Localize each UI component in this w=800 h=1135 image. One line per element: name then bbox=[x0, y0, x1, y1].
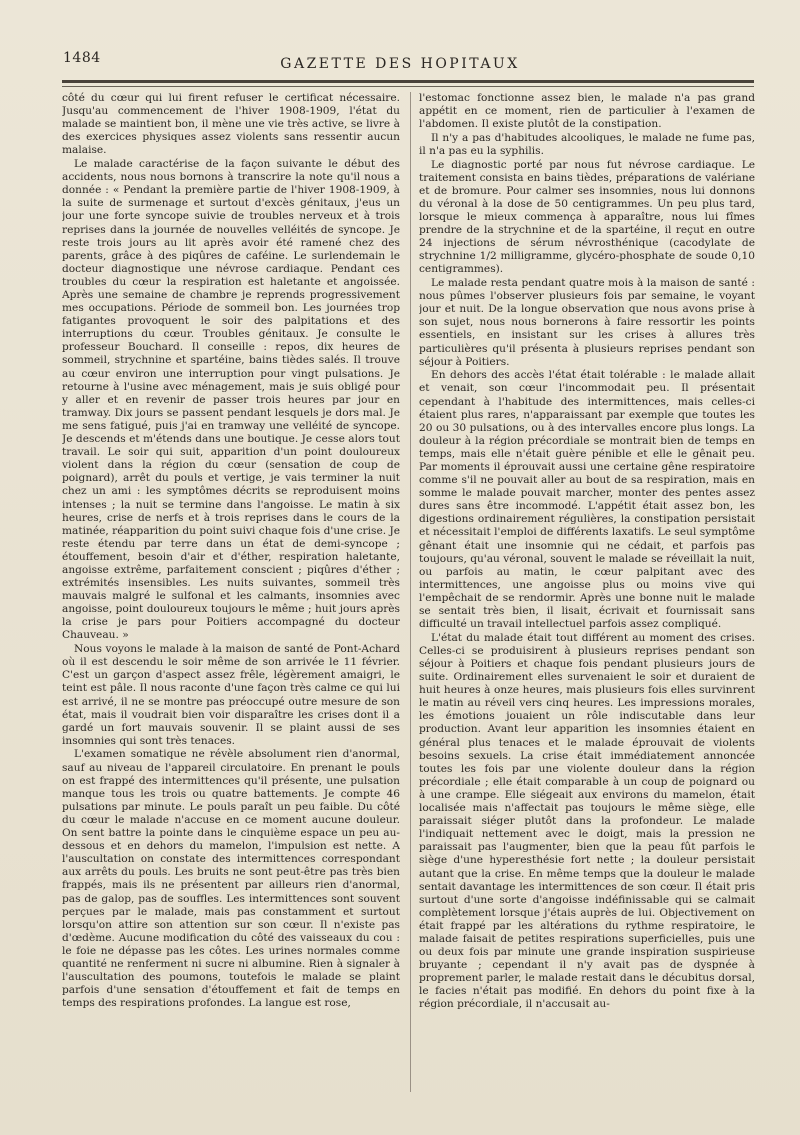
paragraph: Il n'y a pas d'habitudes alcooliques, le malade ne fume pas, il n'a pas eu la syphilis. bbox=[419, 131, 755, 157]
header-rule-thick bbox=[62, 80, 754, 83]
paragraph: En dehors des accès l'état était tolérable : le malade allait et venait, son cœur l'incommodait peu. Il présentait cependant à l'habitude des intermittences, mais celles-ci étaient plus rares, n'apparaissant par exemple que toutes les 20 ou 30 pulsations, ou à des intervalles encore plus longs. La douleur à la région précordiale se montrait bien de temps en temps, mais elle n'était guère pénible et elle le gênait peu. Par moments il éprouvait aussi une certaine gêne respiratoire comme s'il ne pouvait aller au bout de sa respiration, mais en somme le malade pouvait marcher, monter des pentes assez dures sans être incommodé. L'appétit était assez bon, les digestions ordinairement régulières, la constipation persistait et nécessitait l'emploi de différents laxatifs. Le seul symptôme gênant était une insomnie qui ne cédait, et parfois pas toujours, qu'au véronal, souvent le malade se réveillait la nuit, ou parfois au matin, le cœur palpitant avec des intermittences, une angoisse plus ou moins vive qui l'empêchait de se rendormir. Après une bonne nuit le malade se sentait très bien, il lisait, écrivait et fournissait sans difficulté un travail intellectuel parfois assez compliqué. bbox=[419, 369, 755, 631]
left-column bbox=[62, 92, 400, 1102]
column-divider bbox=[410, 92, 411, 1092]
paragraph: l'estomac fonctionne assez bien, le malade n'a pas grand appétit en ce moment, rien de particulier à l'examen de l'abdomen. Il existe plutôt de la constipation. bbox=[419, 92, 755, 131]
header-rule-thin bbox=[62, 86, 754, 87]
paragraph: côté du cœur qui lui firent refuser le certificat nécessaire. Jusqu'au commencement de l'hiver 1908-1909, l'état du malade se maintient bon, il mène une vie très active, se livre à des exercices physiques assez violents sans ressentir aucun malaise. bbox=[62, 92, 400, 157]
right-column bbox=[419, 92, 755, 1102]
paragraph: Le malade caractérise de la façon suivante le début des accidents, nous nous bornons à transcrire la note qu'il nous a donnée : « Pendant la première partie de l'hiver 1908-1909, à la suite de surmenage et surtout d'excès génitaux, j'eus un jour une forte syncope suivie de troubles nerveux et à trois reprises dans la journée de nouvelles velléités de syncope. Je reste trois jours au lit après avoir été ramené chez des parents, grâce à des piqûres de caféine. Le surlendemain le docteur diagnostique une névrose cardiaque. Pendant ces troubles du cœur la respiration est haletante et angoissée. Après une semaine de chambre je reprends progressivement mes occupations. Période de sommeil bon. Les journées trop fatigantes provoquent le soir des palpitations et des interruptions du cœur. Troubles génitaux. Je consulte le professeur Bouchard. Il conseille : repos, dix heures de sommeil, strychnine et spartéine, bains tièdes salés. Il trouve au cœur environ une interruption pour vingt pulsations. Je retourne à l'usine avec ménagement, mais je suis obligé pour y aller et en revenir de passer trois heures par jour en tramway. Dix jours se passent pendant lesquels je dors mal. Je me sens fatigué, puis j'ai en tramway une velléité de syncope. Je descends et m'étends dans une boutique. Je cesse alors tout travail. Le soir qui suit, apparition d'un point douloureux violent dans la région du cœur (sensation de coup de poignard), arrêt du pouls et vertige, je vais terminer la nuit chez un ami : les symptômes décrits se reproduisent moins intenses ; la nuit se termine dans l'angoisse. Le matin à six heures, crise de nerfs et à trois reprises dans le cours de la matinée, réapparition du point suivi chaque fois d'une crise. Je reste étendu par terre dans un état de demi-syncope ; étouffement, besoin d'air et d'éther, respiration haletante, angoisse extrême, parfaitement conscient ; piqûres d'éther ; extrémités insensibles. Les nuits suivantes, sommeil très mauvais malgré le sulfonal et les calmants, insomnies avec angoisse, point douloureux toujours le même ; huit jours après la crise je pars pour Poitiers accompagné du docteur Chauveau. » bbox=[62, 158, 400, 642]
page-number: 1484 bbox=[63, 50, 101, 66]
paragraph: L'état du malade était tout différent au moment des crises. Celles-ci se produisirent à plusieurs reprises pendant son séjour à Poitiers et chaque fois pendant plusieurs jours de suite. Ordinairement elles survenaient le soir et duraient de huit heures à onze heures, mais plusieurs fois elles survinrent le matin au réveil vers cinq heures. Les impressions morales, les émotions jouaient un rôle indiscutable dans leur production. Avant leur apparition les insomnies étaient en général plus tenaces et le malade éprouvait de violents besoins sexuels. La crise était immédiatement annoncée toutes les fois par une violente douleur dans la région précordiale ; elle était comparable à un coup de poignard ou à une crampe. Elle siégeait aux environs du mamelon, était localisée mais n'affectait pas toujours le même siège, elle paraissait siéger plutôt dans la profondeur. Le malade l'indiquait nettement avec le doigt, mais la pression ne paraissait pas l'augmenter, bien que la peau fût parfois le siège d'une hyperesthésie fort nette ; la douleur persistait autant que la crise. En même temps que la douleur le malade sentait davantage les intermittences de son cœur. Il était pris surtout d'une sorte d'angoisse indéfinissable qui se calmait complètement lorsque j'étais auprès de lui. Objectivement on était frappé par les altérations du rythme respiratoire, le malade faisait de petites respirations superficielles, puis une ou deux fois par minute une grande inspiration suspirieuse bruyante ; cependant il n'y avait pas de dyspnée à proprement parler, le malade restait dans le décubitus dorsal, le facies n'était pas modifié. En dehors du point fixe à la région précordiale, il n'accusait au- bbox=[419, 631, 755, 1011]
paragraph: Nous voyons le malade à la maison de santé de Pont-Achard où il est descendu le soir même de son arrivée le 11 février. C'est un garçon d'aspect assez frêle, légèrement amaigri, le teint est pâle. Il nous raconte d'une façon très calme ce qui lui est arrivé, il ne se montre pas préoccupé outre mesure de son état, mais il voudrait bien voir disparaître les crises dont il a gardé un fort mauvais souvenir. Il se plaint aussi de ses insomnies qui sont très tenaces. bbox=[62, 643, 400, 747]
paragraph: Le diagnostic porté par nous fut névrose cardiaque. Le traitement consista en bains tièdes, préparations de valériane et de bromure. Pour calmer ses insomnies, nous lui donnons du véronal à la dose de 50 centigrammes. Un peu plus tard, lorsque le mieux commença à apparaître, nous lui fîmes prendre de la strychnine et de la spartéine, il reçut en outre 24 injections de sérum névrosthénique (cacodylate de strychnine 1/2 milligramme, glycéro-phosphate de soude 0,10 centigrammes). bbox=[419, 158, 755, 276]
paragraph: Le malade resta pendant quatre mois à la maison de santé : nous pûmes l'observer plusieurs fois par semaine, le voyant jour et nuit. De la longue observation que nous avons prise à son sujet, nous nous bornerons à faire ressortir les points essentiels, en insistant sur les crises à allures très particulières qu'il présenta à plusieurs reprises pendant son séjour à Poitiers. bbox=[419, 277, 755, 368]
paragraph: L'examen somatique ne révèle absolument rien d'anormal, sauf au niveau de l'appareil circulatoire. En prenant le pouls on est frappé des intermittences qu'il présente, une pulsation manque tous les trois ou quatre battements. Je compte 46 pulsations par minute. Le pouls paraît un peu faible. Du côté du cœur le malade n'accuse en ce moment aucune douleur. On sent battre la pointe dans le cinquième espace un peu au-dessous et en dehors du mamelon, l'impulsion est nette. A l'auscultation on constate des intermittences correspondant aux arrêts du pouls. Les bruits ne sont peut-être pas très bien frappés, mais ils ne présentent par ailleurs rien d'anormal, pas de galop, pas de souffles. Les intermittences sont souvent perçues par le malade, mais pas constamment et surtout lorsqu'on attire son attention sur son cœur. Il n'existe pas d'œdème. Aucune modification du côté des vaisseaux du cou : le foie ne dépasse pas les côtes. Les urines normales comme quantité ne renferment ni sucre ni albumine. Rien à signaler à l'auscultation des poumons, toutefois le malade se plaint parfois d'une sensation d'étouffement et fait de temps en temps des respirations profondes. La langue est rose, bbox=[62, 748, 400, 1010]
journal-title: GAZETTE DES HOPITAUX bbox=[280, 56, 520, 72]
